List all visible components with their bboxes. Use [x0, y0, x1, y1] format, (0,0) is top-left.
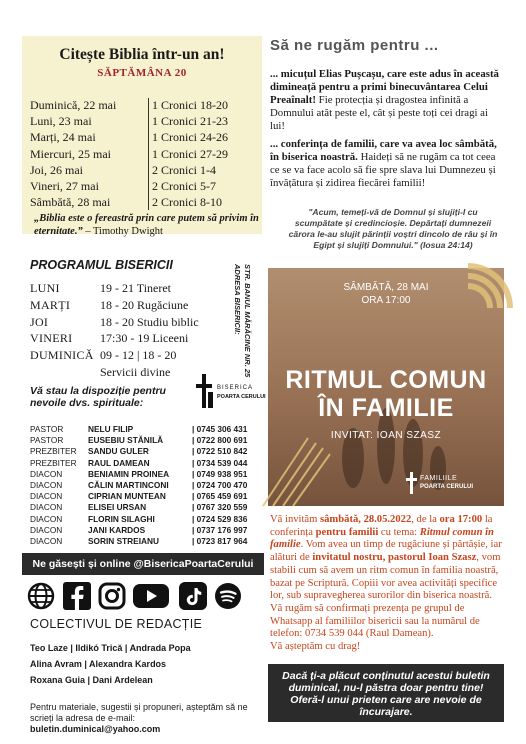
youtube-icon[interactable] [132, 581, 170, 611]
staff-role: DIACON [30, 502, 63, 513]
staff-phone[interactable]: | 0767 320 559 [192, 502, 248, 513]
reading-reference: 1 Cronici 18-20 [152, 98, 228, 112]
event-logo-line1: FAMILIILE [420, 475, 458, 482]
staff-phone[interactable]: | 0722 510 842 [192, 446, 248, 457]
cross-icon [196, 374, 213, 408]
staff-role: DIACON [30, 513, 63, 524]
event-time: ORA 17:00 [361, 295, 411, 306]
prayer-item-1-text: Fie protecția și dragostea infinită a Domnului atât peste el, cât și peste toți cei dragi ai lui! [270, 94, 488, 132]
staff-role: PREZBITER [30, 446, 77, 457]
online-banner: Ne găsești și online @BisericaPoartaCerului [22, 553, 264, 575]
event-poster [268, 268, 504, 506]
editorial-title: COLECTIVUL DE REDACȚIE [30, 617, 203, 631]
share-callout [268, 664, 504, 722]
quote-author: – Timothy Dwight [82, 226, 163, 237]
reading-plan-divider [148, 98, 149, 210]
prayer-item-2-text: Haideți să ne rugăm ca tot ceea ce se va face acolo să fie spre slava lui Dumnezeu și învățătura și zidirea fiecărei familii! [270, 151, 496, 189]
staff-role: PREZBITER [30, 457, 77, 468]
staff-phone[interactable]: | 0765 459 691 [192, 491, 248, 502]
prayer-bible-quote: "Acum, temeți-vă de Domnul și slujiți-I cu scumpătate și credincioșie. Depărtați dumnezeii cărora le-au slujit părinții voștri dincolo de râu și în Egipt și slujiți Domnului." (Iosua 24:14) [288, 207, 498, 250]
reading-day: Vineri, 27 mai [30, 179, 99, 193]
program-day: VINERI [30, 331, 73, 346]
program-activity: 09 - 12 | 18 - 20 [100, 348, 177, 363]
staff-role: DIACON [30, 491, 63, 502]
reading-day: Luni, 23 mai [30, 114, 92, 129]
staff-name: EUSEBIU STĂNILĂ [88, 435, 164, 446]
event-title-line1: RITMUL COMUN [285, 366, 487, 394]
address-line-2: STR. BANUL MĂRĂCINE NR. 25 [243, 264, 252, 378]
staff-row [30, 480, 270, 491]
staff-row [30, 491, 270, 502]
editorial-names: Alina Avram | Alexandra Kardos [30, 659, 167, 669]
reading-reference: 1 Cronici 27-29 [152, 146, 228, 161]
reading-day: Sâmbătă, 28 mai [30, 195, 111, 210]
staff-role: PASTOR [30, 435, 64, 446]
reading-day: Joi, 26 mai [30, 162, 83, 177]
program-activity: 18 - 20 Rugăciune [100, 297, 189, 312]
globe-icon[interactable] [26, 581, 56, 611]
church-logo-line2: POARTA CERULUI [217, 394, 266, 400]
program-activity: 19 - 21 Tineret [100, 281, 172, 295]
facebook-icon[interactable] [62, 581, 92, 611]
staff-phone[interactable]: | 0737 176 997 [192, 524, 248, 535]
reading-day: Miercuri, 25 mai [30, 146, 111, 161]
prayer-item-2-bold: ... conferința de familii, care va avea loc sâmbătă, în biserica noastră. [270, 138, 497, 163]
staff-phone[interactable]: | 0723 817 964 [192, 536, 248, 546]
program-day: MARȚI [30, 297, 71, 312]
staff-name: SANDU GULER [88, 446, 149, 457]
staff-row [30, 435, 270, 446]
event-guest: INVITAT: IOAN SZASZ [330, 430, 442, 441]
prayer-item-1 [270, 68, 502, 133]
invite-paragraph-1: Vă invităm sâmbătă, 28.05.2022, de la ora 17:00 la conferința pentru familii cu tema: Ritmul comun în familie. Vom avea un timp de rugăciune și părtășie, iar alături de invitatul nostru, pastorul Ioan Szasz, vom stabili cum să avem un ritm comun în familia noastră, bazat pe Scriptură. Copiii vor avea activități specifice lor, sub supravegherea surorilor din biserica noastră. [270, 514, 502, 602]
reading-day: Duminică, 22 mai [30, 98, 117, 112]
staff-name: CĂLIN MARTINCONI [88, 480, 169, 490]
staff-phone[interactable]: | 0749 938 951 [192, 468, 248, 479]
staff-phone[interactable]: | 0722 800 691 [192, 435, 248, 446]
reading-plan-box [22, 36, 262, 234]
staff-name: NELU FILIP [88, 424, 134, 434]
staff-name: ELISEI URSAN [88, 502, 147, 513]
invite-paragraph-2: Vă rugăm să confirmați prezența pe grupul de Whatsapp al familiilor bisericii sau la numărul de telefon: 0734 539 044 (Raul Damean). [270, 602, 480, 640]
bible-quote-footnote [34, 212, 264, 238]
staff-role: DIACON [30, 524, 63, 535]
staff-row [30, 525, 270, 536]
church-address [225, 262, 255, 382]
program-day: DUMINICĂ [30, 348, 94, 363]
editorial-names: Teo Laze | Ildikó Trică | Andrada Popa [30, 643, 191, 653]
program-title: PROGRAMUL BISERICII [30, 258, 173, 272]
reading-plan-title: Citește Biblia într-un an! [59, 46, 225, 63]
staff-name: RAUL DAMEAN [88, 457, 150, 468]
reading-day: Marți, 24 mai [30, 130, 96, 145]
reading-reference: 1 Cronici 21-23 [152, 114, 228, 129]
instagram-icon[interactable] [97, 581, 127, 611]
church-logo-line1: BISERICA [217, 385, 254, 391]
church-logo [196, 372, 266, 412]
tiktok-icon[interactable] [178, 581, 208, 611]
staff-name: CIPRIAN MUNTEAN [88, 491, 166, 502]
staff-row [30, 502, 270, 513]
prayer-item-1-bold: ... micuțul Elias Pușcașu, care este adus în această dimineață pentru a primi binecuvântarea Celui Preaînalt! [270, 68, 499, 106]
staff-row [30, 458, 270, 469]
address-line-1: ADRESA BISERICII: [233, 264, 242, 335]
quote-text: „Biblia este o fereastră prin care putem să privim în eternitate.” [34, 213, 259, 237]
staff-row [30, 514, 270, 525]
event-logo-line2: POARTA CERULUI [420, 484, 473, 490]
reading-reference: 2 Cronici 1-4 [152, 162, 216, 177]
staff-name: JANI KARDOS [88, 524, 146, 535]
prayer-item-2 [270, 138, 502, 190]
program-activity: 18 - 20 Studiu biblic [100, 314, 199, 329]
reading-reference: 2 Cronici 8-10 [152, 195, 222, 210]
staff-name: SORIN STREIANU [88, 536, 159, 546]
staff-phone[interactable]: | 0734 539 044 [192, 457, 248, 468]
staff-row [30, 424, 270, 435]
staff-row [30, 536, 270, 547]
reading-reference: 1 Cronici 24-26 [152, 130, 228, 145]
event-title-line2: ÎN FAMILIE [318, 394, 454, 422]
cross-icon [406, 472, 418, 494]
staff-phone[interactable]: | 0745 306 431 [192, 424, 248, 434]
program-activity: 17:30 - 19 Liceeni [100, 331, 189, 346]
staff-row [30, 446, 270, 457]
staff-role: DIACON [30, 480, 63, 490]
reading-plan-week: SĂPTĂMÂNA 20 [97, 67, 187, 79]
staff-phone[interactable]: | 0724 700 470 [192, 480, 248, 490]
staff-role: DIACON [30, 468, 63, 479]
program-activity: Servicii divine [100, 365, 171, 379]
staff-role: DIACON [30, 536, 63, 546]
share-callout-text: Dacă ți-a plăcut conținutul acestui buletin duminical, nu-l păstra doar pentru tine! Oferă-l unui prieten care are nevoie de încurajare. [282, 670, 490, 718]
editorial-email[interactable]: buletin.duminical@yahoo.com [30, 724, 161, 734]
staff-name: BENIAMIN PROINEA [88, 468, 170, 479]
program-day: LUNI [30, 281, 60, 295]
spotify-icon[interactable] [213, 581, 243, 611]
event-invitation [270, 514, 504, 654]
program-day: JOI [30, 314, 49, 329]
event-date: SÂMBĂTĂ, 28 MAI [343, 282, 429, 293]
staff-name: FLORIN SILAGHI [88, 513, 155, 524]
staff-intro: Vă stau la dispoziție pentru nevoile dvs. spirituale: [30, 385, 166, 409]
staff-phone[interactable]: | 0724 529 836 [192, 513, 248, 524]
staff-role: PASTOR [30, 424, 64, 434]
invite-paragraph-3: Vă așteptăm cu drag! [270, 641, 361, 653]
editorial-names: Roxana Guia | Dani Ardelean [30, 675, 153, 685]
staff-row [30, 469, 270, 480]
editorial-contact: Pentru materiale, sugestii și propuneri, așteptăm să ne scrieți la adresa de e-mail: [30, 702, 248, 723]
reading-reference: 2 Cronici 5-7 [152, 179, 216, 193]
prayer-title: Să ne rugăm pentru ... [270, 37, 439, 54]
